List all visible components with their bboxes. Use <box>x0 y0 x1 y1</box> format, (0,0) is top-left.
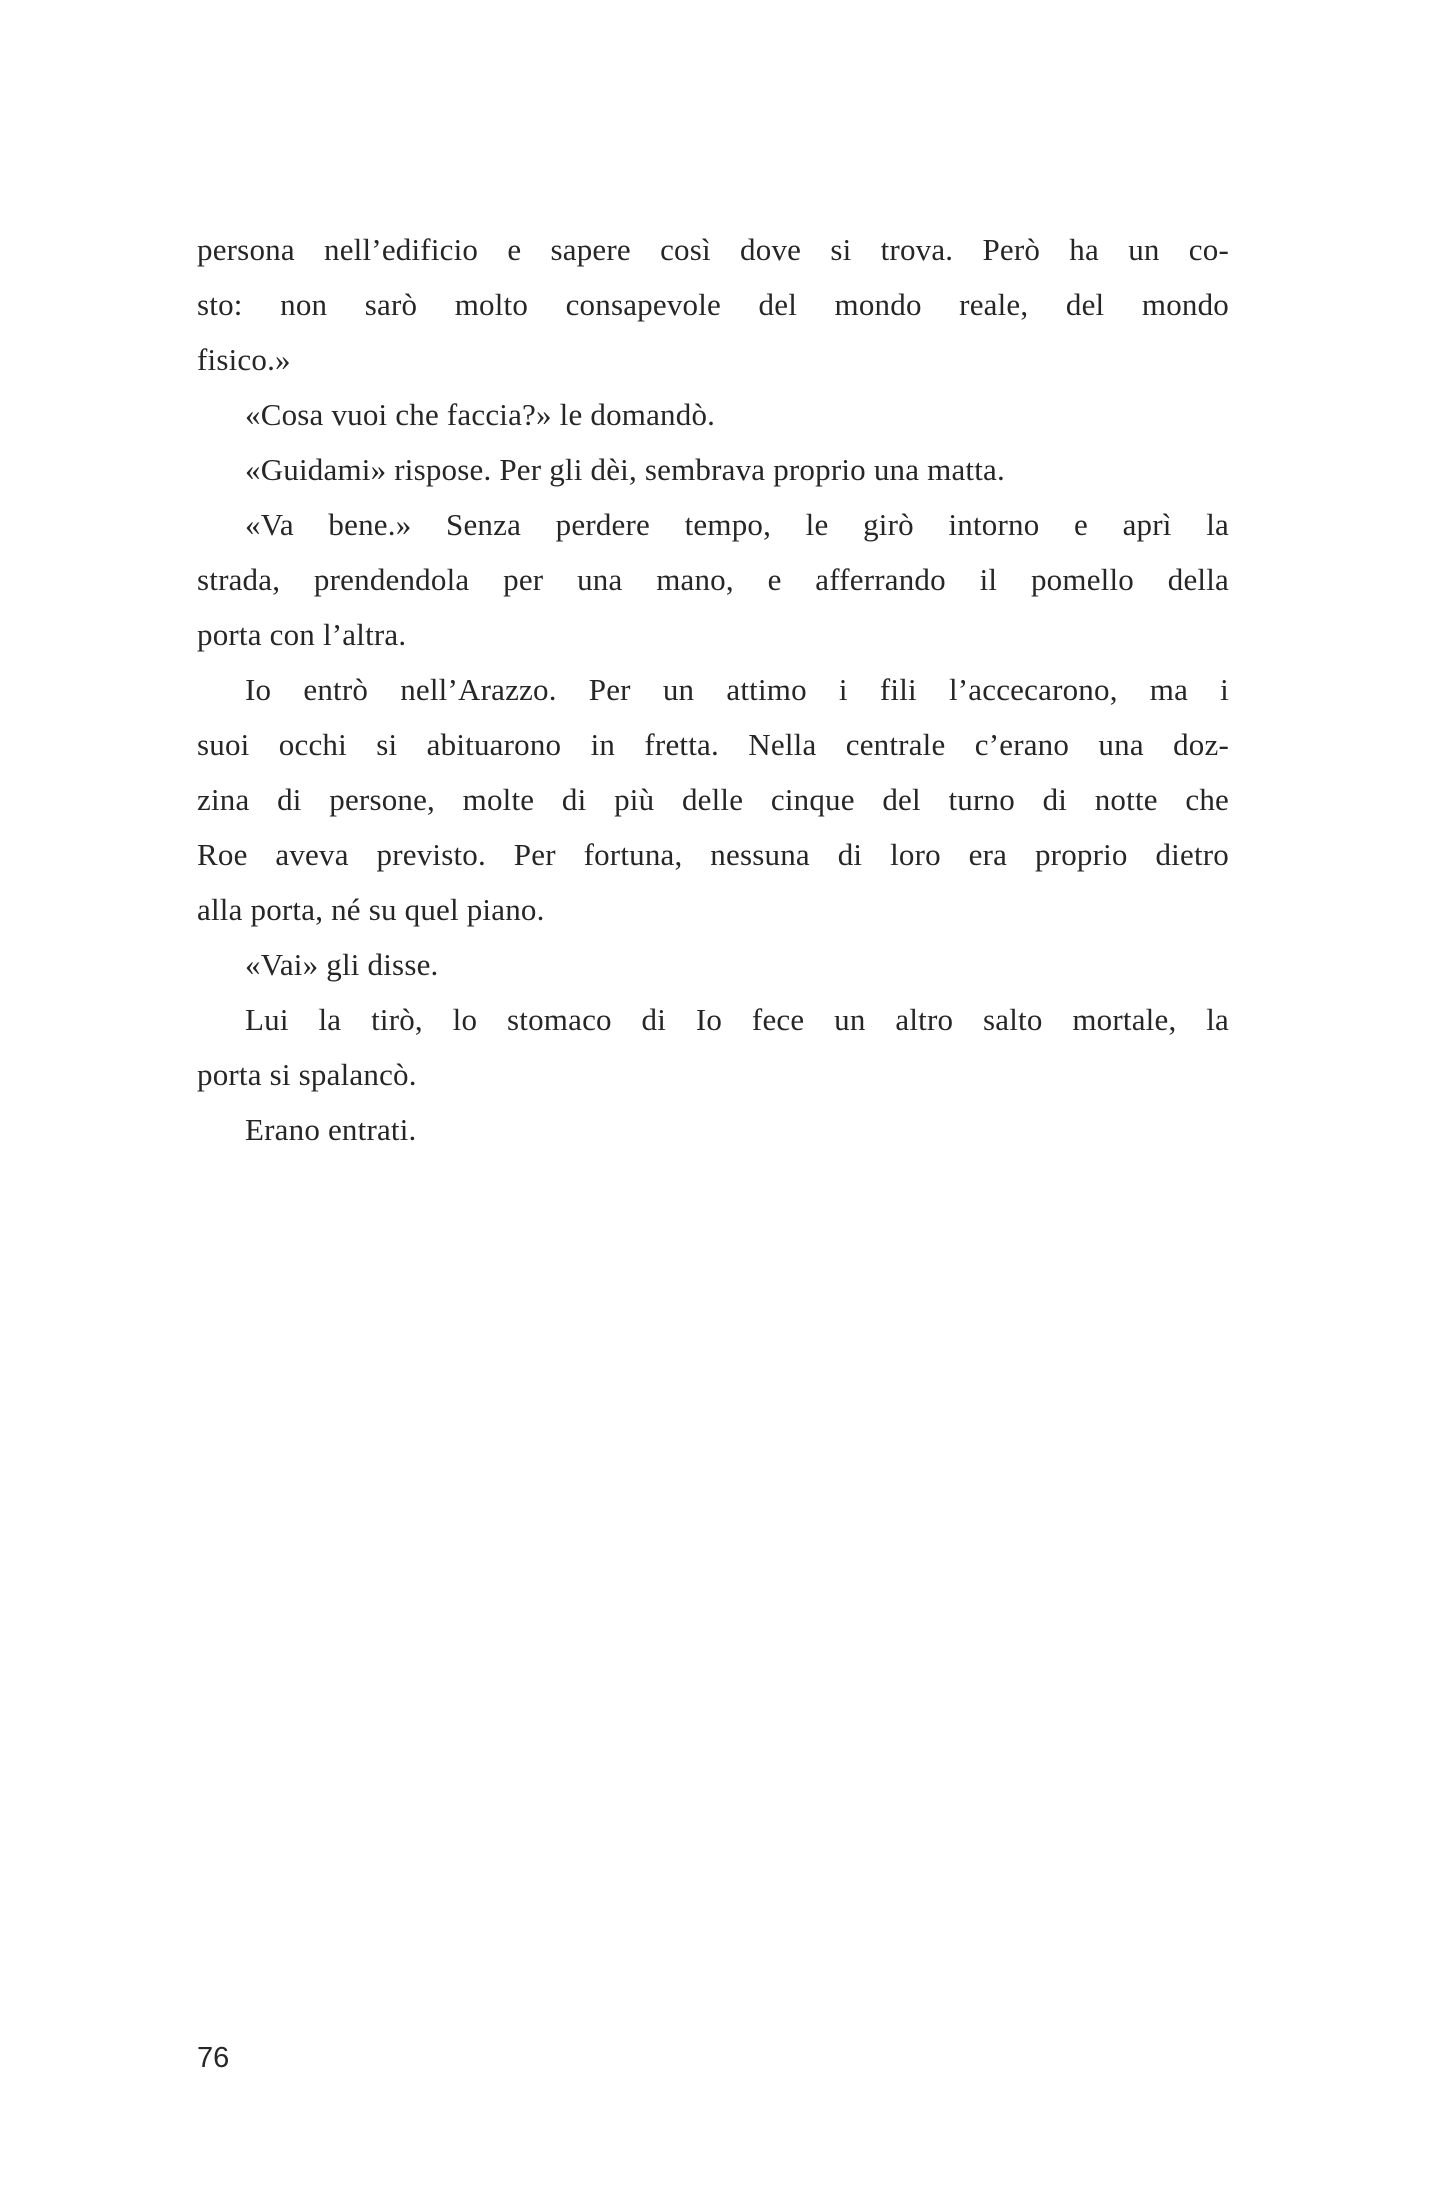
paragraph <box>197 992 1229 1102</box>
text-line: «Va bene.» Senza perdere tempo, le girò intorno e aprì la <box>245 507 1229 542</box>
paragraph <box>197 662 1229 937</box>
paragraph <box>197 222 1229 387</box>
paragraph <box>197 937 1229 992</box>
page-number: 76 <box>197 2042 230 2074</box>
text-line: porta con l’altra. <box>197 617 407 652</box>
text-line: fisico.» <box>197 342 291 377</box>
text-line: zina di persone, molte di più delle cinque del turno di notte che <box>197 782 1229 817</box>
text-line: Lui la tirò, lo stomaco di Io fece un altro salto mortale, la <box>245 1002 1229 1037</box>
text-line: «Vai» gli disse. <box>245 947 439 982</box>
text-line: persona nell’edificio e sapere così dove si trova. Però ha un co- <box>197 232 1229 267</box>
paragraph <box>197 497 1229 662</box>
text-line: porta si spalancò. <box>197 1057 417 1092</box>
text-line: Io entrò nell’Arazzo. Per un attimo i fili l’accecarono, ma i <box>245 672 1229 707</box>
text-line: «Guidami» rispose. Per gli dèi, sembrava proprio una matta. <box>245 452 1005 487</box>
paragraph <box>197 1102 1229 1157</box>
text-line: suoi occhi si abituarono in fretta. Nella centrale c’erano una doz- <box>197 727 1229 762</box>
paragraph <box>197 442 1229 497</box>
text-line: strada, prendendola per una mano, e afferrando il pomello della <box>197 562 1229 597</box>
text-block <box>197 222 1229 1157</box>
paragraph <box>197 387 1229 442</box>
text-line: «Cosa vuoi che faccia?» le domandò. <box>245 397 716 432</box>
text-line: Erano entrati. <box>245 1112 417 1147</box>
text-line: Roe aveva previsto. Per fortuna, nessuna di loro era proprio dietro <box>197 837 1229 872</box>
text-line: alla porta, né su quel piano. <box>197 892 545 927</box>
text-line: sto: non sarò molto consapevole del mondo reale, del mondo <box>197 287 1229 322</box>
